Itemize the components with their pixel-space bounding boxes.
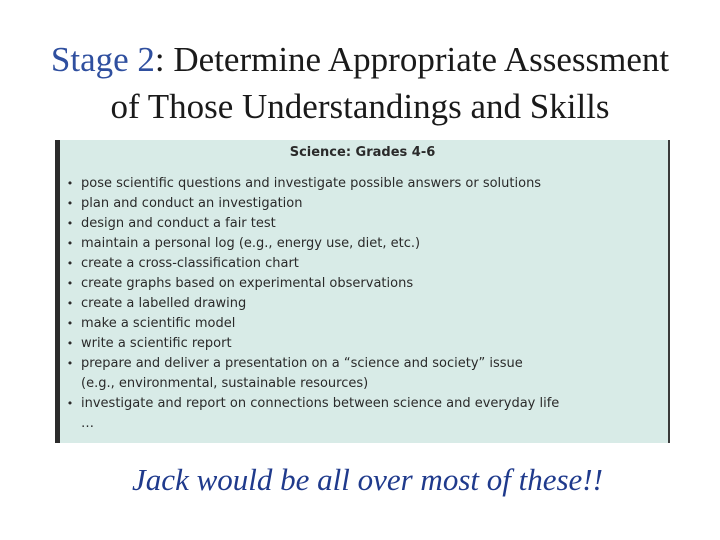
bullet-icon: • (66, 277, 74, 290)
list-item-text: plan and conduct an investigation (81, 196, 303, 211)
list-item-text: pose scientific questions and investigate possible answers or solutions (81, 176, 542, 191)
list-item-text: investigate and report on connections between science and everyday life (81, 396, 560, 411)
list-item (65, 254, 559, 274)
title-line-1 (0, 36, 720, 83)
list-item (65, 334, 559, 354)
slide-title (0, 36, 720, 130)
stage-label: Stage 2 (50, 40, 155, 79)
commentary-note: Jack would be all over most of these!! (132, 462, 603, 497)
list-item (65, 394, 559, 414)
bullet-icon: • (66, 257, 74, 270)
panel-right-border (668, 140, 670, 443)
panel-left-border (55, 140, 60, 443)
list-item (65, 234, 559, 254)
list-item-text: design and conduct a fair test (81, 216, 276, 231)
bullet-icon: • (66, 397, 74, 410)
list-item-text: make a scientific model (81, 316, 236, 331)
list-item (65, 294, 559, 314)
title-line-1-rest: : Determine Appropriate Assessment (154, 40, 670, 79)
list-item-text: create a labelled drawing (81, 296, 247, 311)
list-item-text: create a cross-classification chart (81, 256, 299, 271)
list-item (65, 314, 559, 334)
bullet-icon: • (66, 337, 74, 350)
list-item (65, 214, 559, 234)
assessment-list (65, 174, 559, 414)
list-item-text: create graphs based on experimental observations (81, 276, 414, 291)
list-item (65, 174, 559, 194)
panel-heading: Science: Grades 4-6 (289, 145, 436, 160)
bullet-icon: • (66, 177, 74, 190)
list-item-text: (e.g., environmental, sustainable resources) (81, 376, 369, 391)
list-item-continuation (65, 374, 559, 394)
bullet-icon: • (66, 317, 74, 330)
title-line-2: of Those Understandings and Skills (110, 87, 610, 126)
list-item (65, 194, 559, 214)
bullet-icon: • (66, 217, 74, 230)
list-item-text: write a scientific report (81, 336, 232, 351)
bullet-icon: • (66, 197, 74, 210)
list-item-text: maintain a personal log (e.g., energy use, diet, etc.) (81, 236, 421, 251)
list-ellipsis: … (81, 416, 94, 431)
science-grades-panel (55, 140, 670, 443)
bullet-icon: • (66, 357, 74, 370)
bullet-icon: • (66, 297, 74, 310)
list-item (65, 354, 559, 374)
list-item-text: prepare and deliver a presentation on a “science and society” issue (81, 356, 523, 371)
list-item (65, 274, 559, 294)
bullet-icon: • (66, 237, 74, 250)
